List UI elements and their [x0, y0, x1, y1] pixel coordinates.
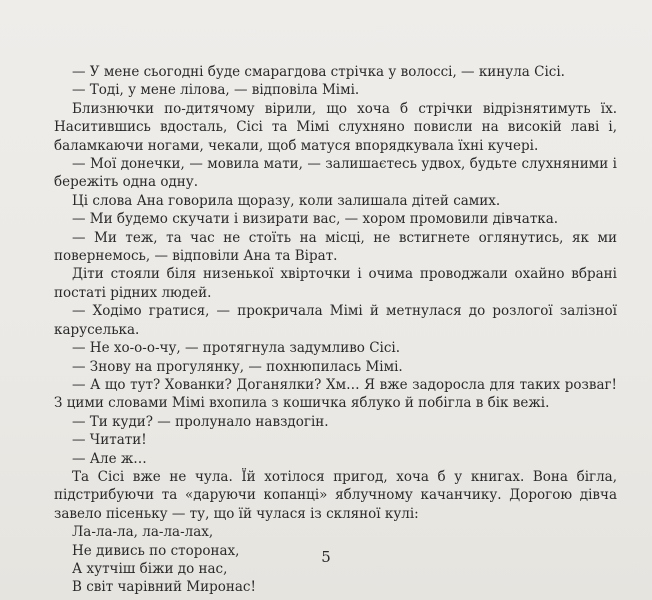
- story-text: [54, 63, 617, 597]
- paragraph: — Ми теж, та час не стоїть на місці, не встигнете оглянутись, як ми повернемось, — відповіли Ана та Вірат.: [54, 229, 617, 265]
- verse-line: А хутчіш біжи до нас,: [72, 560, 228, 577]
- paragraph: Ці слова Ана говорила щоразу, коли залишала дітей самих.: [72, 192, 501, 209]
- paragraph: — Знову на прогулянку, — похнюпилась Мімі.: [72, 358, 403, 375]
- paragraph: Та Сісі вже не чула. Їй хотілося пригод, хоча б у книгах. Вона бігла, підстрибуючи та «даруючи копанці» яблучному качанчику. Дорогою дівча завело пісеньку — ту, що їй чулася із скляної кулі:: [54, 468, 617, 522]
- verse-line: В світ чарівний Миронас!: [72, 579, 256, 596]
- verse-line: Ла-ла-ла, ла-ла-лах,: [72, 524, 214, 541]
- paragraph: — Ми будемо скучати і визирати вас, — хором промовили дівчатка.: [72, 211, 559, 228]
- paragraph: — Не хо-о-о-чу, — протягнула задумливо Сісі.: [72, 340, 401, 357]
- paragraph: — У мене сьогодні буде смарагдова стрічка у волоссі, — кинула Сісі.: [72, 64, 565, 80]
- paragraph: — Читати!: [72, 432, 147, 449]
- paragraph: — Ходімо гратися, — прокричала Мімі й метнулася до розлогої залізної каруселька.: [54, 303, 617, 338]
- verse-line: Не дивись по сторонах,: [72, 542, 240, 559]
- paragraph: — Мої донечки, — мовила мати, — залишаєтесь удвох, будьте слухняними і бережіть одна одну.: [54, 156, 617, 191]
- paragraph: — Але ж…: [72, 450, 147, 467]
- paragraph: Близнючки по-дитячому вірили, що хоча б стрічки відрізнятимуть їх. Наситившись вдосталь, Сісі та Мімі слухняно повисли на високій лаві і, баламкаючи ногами, чекали, щоб матуся впорядкувала їхні кучері.: [54, 100, 617, 154]
- paragraph: — А що тут? Хованки? Доганялки? Хм… Я вже задоросла для таких розваг! З цими словами Мімі вхопила з кошичка яблуко й побігла в бік вежі.: [54, 376, 617, 412]
- paragraph: — Тоді, у мене лілова, — відповіла Мімі.: [72, 82, 360, 99]
- page-number: 5: [321, 548, 331, 566]
- paragraph: Діти стояли біля низенької хвірточки і очима проводжали охайно вбрані постаті рідних людей.: [54, 266, 617, 301]
- paragraph: — Ти куди? — пролунало навздогін.: [72, 413, 329, 430]
